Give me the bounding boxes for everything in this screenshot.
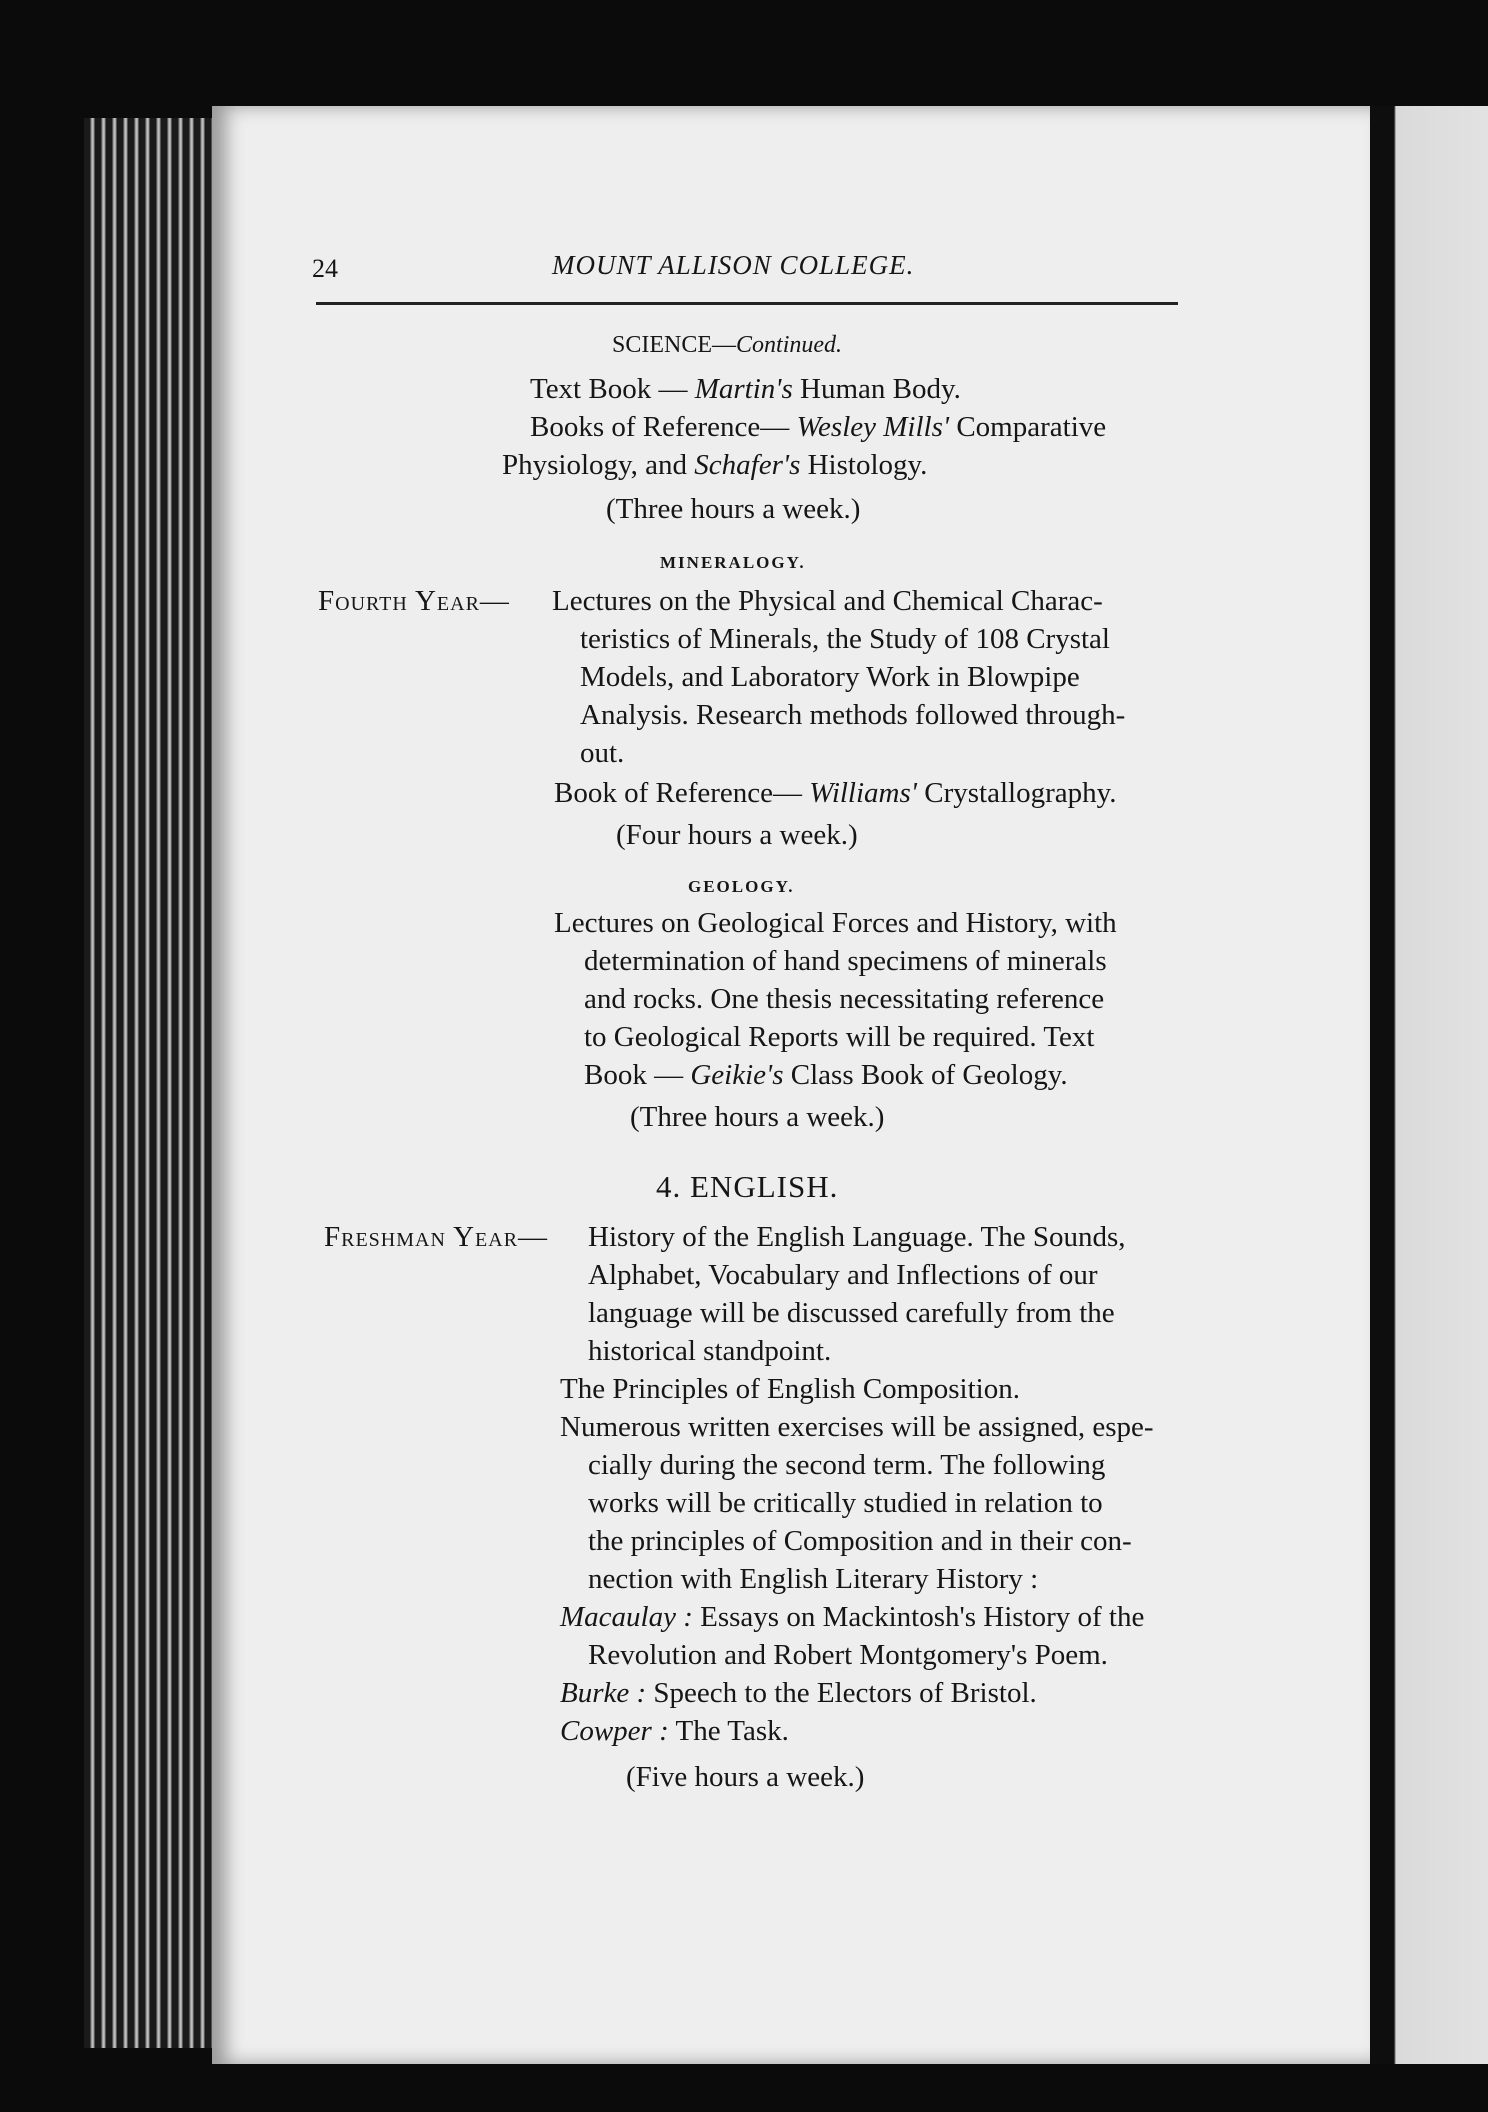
english-line-7: cially during the second term. The following [588, 1449, 1106, 1481]
work-title: Revolution and Robert Montgomery's Poem. [588, 1639, 1108, 1671]
science-hours: (Three hours a week.) [606, 493, 861, 525]
mineralogy-line-1: Lectures on the Physical and Chemical Charac- [552, 585, 1103, 617]
english-line-4: historical standpoint. [588, 1335, 832, 1367]
english-line-2: Alphabet, Vocabulary and Inflections of our [588, 1259, 1098, 1291]
geology-line-4: to Geological Reports will be required. Text [584, 1021, 1095, 1053]
text-book-author: Martin's [694, 373, 793, 405]
books-ref-prefix: Books of Reference— [530, 411, 790, 443]
science-heading [612, 328, 842, 362]
mineralogy-ref-author: Williams' [809, 777, 917, 809]
book-page-edges [84, 118, 212, 2048]
facing-page-edge [1370, 106, 1488, 2064]
work-title: Speech to the Electors of Bristol. [653, 1677, 1037, 1709]
mineralogy-line-2: teristics of Minerals, the Study of 108 Crystal [580, 623, 1110, 655]
mineralogy-line-5: out. [580, 737, 625, 769]
mineralogy-hours: (Four hours a week.) [616, 819, 858, 851]
mineralogy-ref-prefix: Book of Reference— [554, 777, 803, 809]
mineralogy-line-3: Models, and Laboratory Work in Blowpipe [580, 661, 1080, 693]
english-line-1: History of the English Language. The Sounds, [588, 1221, 1126, 1253]
science-books-reference [530, 410, 1106, 444]
english-line-8: works will be critically studied in relation to [588, 1487, 1103, 1519]
running-title: MOUNT ALLISON COLLEGE. [552, 250, 915, 280]
text-book-title: Human Body. [800, 373, 961, 405]
work-author: Cowper : [560, 1715, 669, 1747]
work-macaulay-continued [588, 1638, 1108, 1672]
work-macaulay [560, 1600, 1144, 1634]
mineralogy-heading: MINERALOGY. [660, 553, 806, 572]
header-rule [316, 302, 1178, 305]
work-burke [560, 1676, 1037, 1710]
geology-hours: (Three hours a week.) [630, 1101, 885, 1133]
mineralogy-book-reference [554, 776, 1116, 810]
physiology-prefix: Physiology, and [502, 449, 688, 481]
book-page [212, 106, 1370, 2064]
work-cowper [560, 1714, 789, 1748]
freshman-year-label: Freshman Year— [324, 1221, 549, 1253]
science-heading-text: SCIENCE— [612, 332, 737, 358]
histology-title: Histology. [807, 449, 928, 481]
english-line-10: nection with English Literary History : [588, 1563, 1039, 1595]
books-ref-author: Wesley Mills' [796, 411, 950, 443]
geology-line-2: determination of hand specimens of minerals [584, 945, 1107, 977]
english-line-9: the principles of Composition and in their con- [588, 1525, 1132, 1557]
work-title: Essays on Mackintosh's History of the [700, 1601, 1145, 1633]
geology-book-author: Geikie's [690, 1059, 784, 1091]
work-author: Macaulay : [560, 1601, 693, 1633]
english-hours: (Five hours a week.) [626, 1761, 865, 1793]
english-line-5: The Principles of English Composition. [560, 1373, 1020, 1405]
geology-book-prefix: Book — [584, 1059, 684, 1091]
work-title: The Task. [675, 1715, 789, 1747]
books-ref-rest: Comparative [956, 411, 1107, 443]
text-book-prefix: Text Book — [530, 373, 688, 405]
english-heading: 4. ENGLISH. [656, 1169, 839, 1204]
english-line-6: Numerous written exercises will be assigned, espe- [560, 1411, 1154, 1443]
geology-heading: GEOLOGY. [688, 877, 795, 896]
geology-text-book [584, 1058, 1068, 1092]
science-text-book [530, 372, 961, 406]
schafer-author: Schafer's [694, 449, 801, 481]
science-heading-suffix: Continued. [736, 332, 843, 358]
mineralogy-ref-title: Crystallography. [924, 777, 1117, 809]
page-number: 24 [312, 254, 338, 283]
english-line-3: language will be discussed carefully from the [588, 1297, 1115, 1329]
mineralogy-line-4: Analysis. Research methods followed through- [580, 699, 1126, 731]
fourth-year-label: Fourth Year— [318, 585, 510, 617]
science-physiology [502, 448, 927, 482]
geology-book-title: Class Book of Geology. [790, 1059, 1068, 1091]
geology-line-1: Lectures on Geological Forces and History, with [554, 907, 1117, 939]
work-author: Burke : [560, 1677, 647, 1709]
geology-line-3: and rocks. One thesis necessitating reference [584, 983, 1105, 1015]
